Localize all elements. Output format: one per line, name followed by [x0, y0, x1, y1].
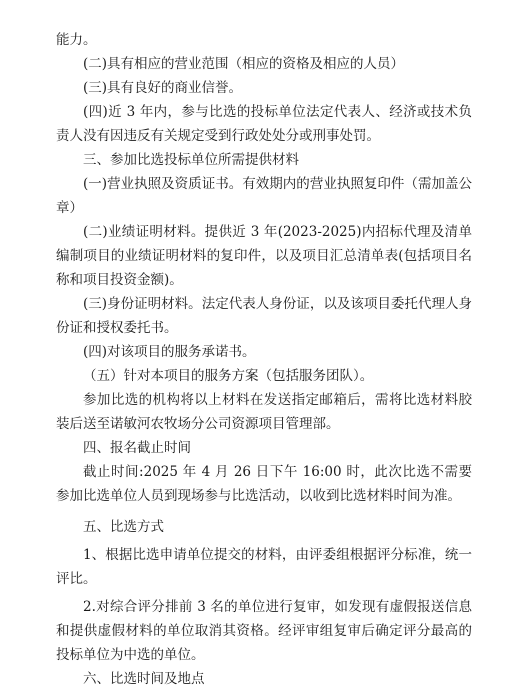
paragraph-method-1: 1、根据比选申请单位提交的材料，由评委组根据评分标准，统一评比。 — [56, 547, 472, 587]
paragraph-requirement-2: (二)具有相应的营业范围（相应的资格及相应的人员） — [83, 56, 405, 72]
paragraph-method-2: 2.对综合评分排前 3 名的单位进行复审，如发现有虚假报送信息和提供虚假材料的单位取消其资格。经评审组复审后确定评分最高的投标单位为中选的单位。 — [56, 599, 472, 663]
paragraph-material-4: (四)对该项目的服务承诺书。 — [83, 344, 256, 360]
paragraph-requirement-4: (四)近 3 年内，参与比选的投标单位法定代表人、经济或技术负责人没有因违反有关规定受到行政处处分或刑事处罚。 — [56, 104, 472, 144]
paragraph-deadline: 截止时间:2025 年 4 月 26 日下午 16:00 时，此次比选不需要参加比选单位人员到现场参与比选活动，以收到比选材料时间为准。 — [56, 464, 472, 504]
paragraph-material-5: （五）针对本项目的服务方案（包括服务团队）。 — [83, 368, 374, 384]
section-heading-deadline: 四、报名截止时间 — [83, 440, 191, 456]
section-heading-time-place: 六、比选时间及地点 — [83, 671, 205, 687]
paragraph-material-1: (一)营业执照及资质证书。有效期内的营业执照复印件（需加盖公章） — [56, 176, 472, 216]
paragraph-material-2: (二)业绩证明材料。提供近 3 年(2023-2025)内招标代理及清单编制项目的业绩证明材料的复印件，以及项目汇总清单表(包括项目名称和项目投资金额)。 — [56, 224, 472, 288]
paragraph-material-3: (三)身份证明材料。法定代表人身份证，以及该项目委托代理人身份证和授权委托书。 — [56, 296, 472, 336]
document-page — [56, 28, 472, 691]
section-heading-method: 五、比选方式 — [83, 519, 164, 535]
paragraph-requirement-3: (三)具有良好的商业信誉。 — [83, 80, 243, 96]
paragraph-submission: 参加比选的机构将以上材料在发送指定邮箱后，需将比选材料胶装后送至诺敏河农牧场分公司资源项目管理部。 — [56, 392, 472, 432]
section-heading-materials: 三、参加比选投标单位所需提供材料 — [83, 152, 299, 168]
paragraph-continuation: 能力。 — [56, 32, 97, 48]
